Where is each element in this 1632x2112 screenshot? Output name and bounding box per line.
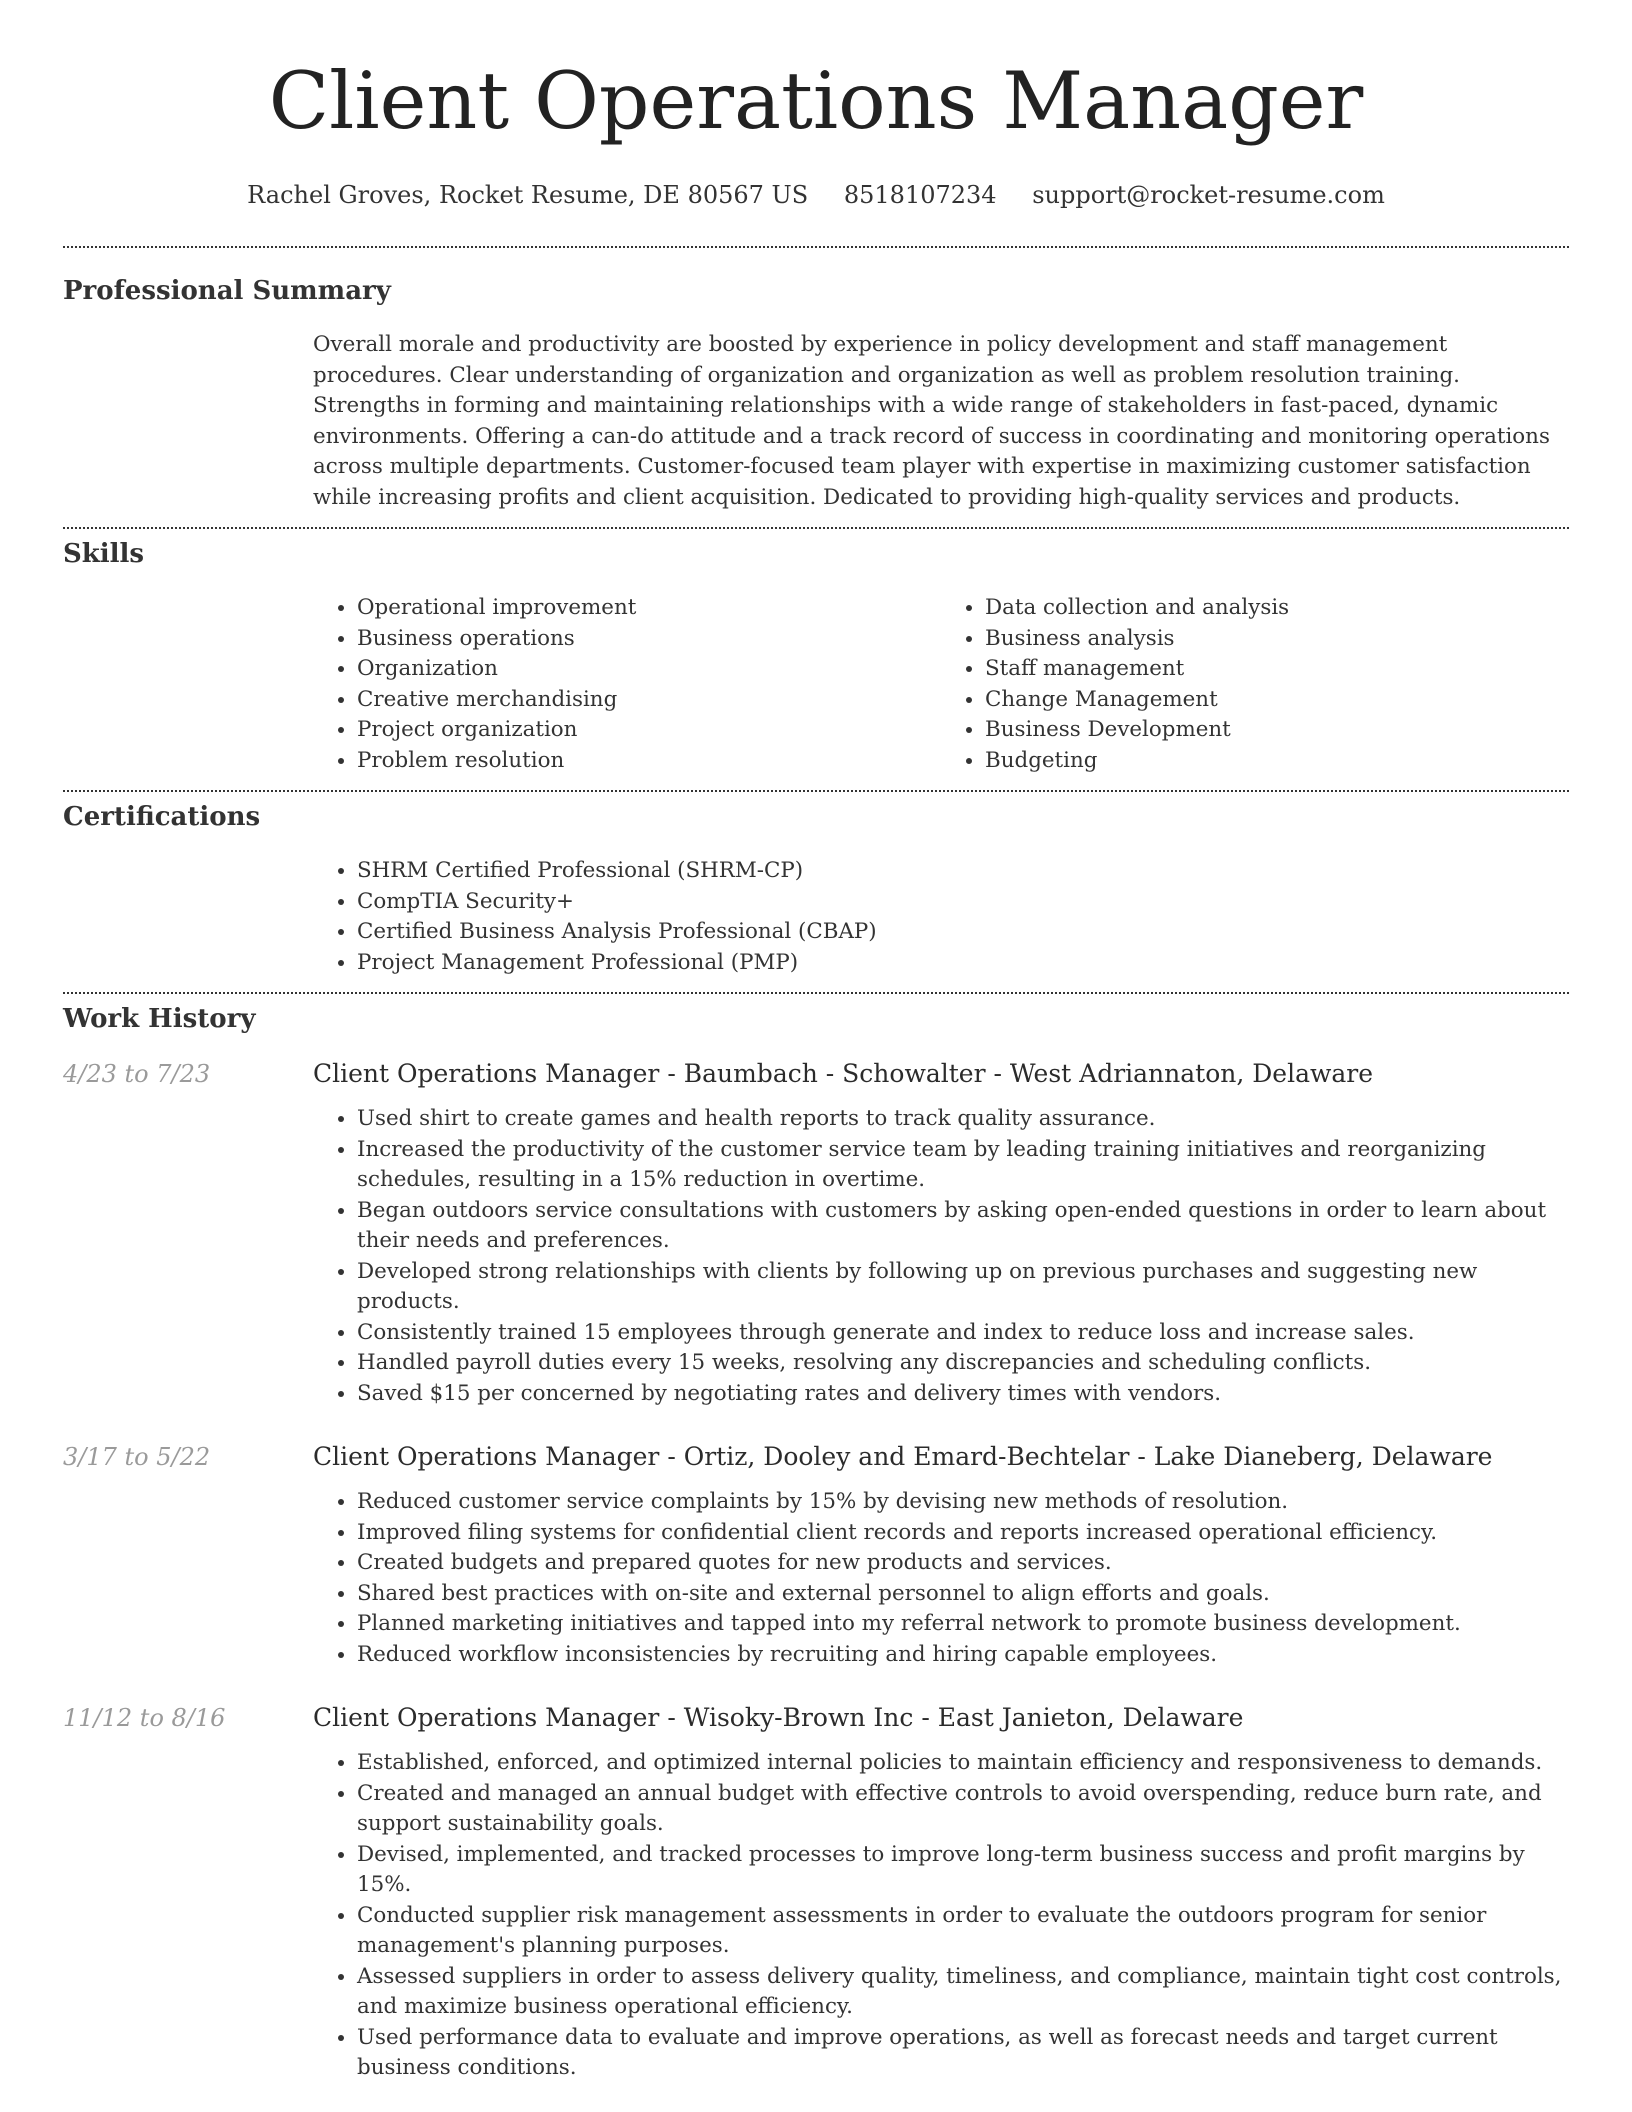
job-bullet: • Used performance data to evaluate and improve operations, as well as forecast needs and target current business conditions.	[357, 2023, 1569, 2084]
job-details	[313, 1487, 1569, 1670]
contact-phone: 8518107234	[843, 181, 997, 209]
job-bullet: • Began outdoors service consultations with customers by asking open-ended questions in order to learn about their needs and preferences.	[357, 1196, 1569, 1257]
certifications-section-title: Certifications	[63, 802, 261, 832]
skill-item: • Operational improvement	[357, 593, 941, 624]
job-entry	[63, 1441, 1569, 1670]
summary-content	[313, 330, 1569, 513]
job-bullet: • Increased the productivity of the customer service team by leading training initiatives and reorganizing schedules, resulting in a 15% reduction in overtime.	[357, 1135, 1569, 1196]
job-dates: 4/23 to 7/23	[63, 1060, 211, 1088]
certification-item: • Project Management Professional (PMP)	[357, 948, 1569, 979]
summary-text: Overall morale and productivity are boosted by experience in policy development and staff management procedures. Clear understanding of organization and organization as well as problem resolution training. Strengths in forming and maintaining relationships with a wide range of stakeholders in fast-paced, dynamic environments. Offering a can-do attitude and a track record of success in coordinating and monitoring operations across multiple departments. Customer-focused team player with expertise in maximizing customer satisfaction while increasing profits and client acquisition. Dedicated to providing high-quality services and products.	[313, 332, 1550, 510]
contact-address: Rachel Groves, Rocket Resume, DE 80567 US	[247, 181, 809, 209]
job-entry	[63, 1702, 1569, 2084]
job-bullet: • Established, enforced, and optimized internal policies to maintain efficiency and responsiveness to demands.	[357, 1748, 1569, 1779]
job-title: Client Operations Manager - Ortiz, Dooley and Emard-Bechtelar - Lake Dianeberg, Delaware	[313, 1442, 1493, 1471]
skills-list-left	[313, 593, 941, 776]
job-bullet: • Shared best practices with on-site and external personnel to align efforts and goals.	[357, 1579, 1569, 1610]
certification-item: • Certified Business Analysis Professional (CBAP)	[357, 917, 1569, 948]
job-bullet: • Created and managed an annual budget with effective controls to avoid overspending, reduce burn rate, and support sustainability goals.	[357, 1779, 1569, 1840]
job-bullet: • Used shirt to create games and health reports to track quality assurance.	[357, 1104, 1569, 1135]
skill-item: • Change Management	[985, 685, 1569, 716]
skill-item: • Budgeting	[985, 746, 1569, 777]
certifications-list	[313, 856, 1569, 978]
skill-item: • Staff management	[985, 654, 1569, 685]
job-entry	[63, 1058, 1569, 1409]
contact-line	[63, 180, 1569, 210]
skills-section-title: Skills	[63, 539, 145, 569]
job-bullet: • Reduced workflow inconsistencies by recruiting and hiring capable employees.	[357, 1640, 1569, 1671]
skills-columns	[313, 593, 1569, 776]
job-header	[63, 1441, 1569, 1473]
skills-section	[63, 529, 1569, 776]
certifications-section	[63, 792, 1569, 978]
skills-list-right	[941, 593, 1569, 776]
job-bullet: • Saved $15 per concerned by negotiating rates and delivery times with vendors.	[357, 1379, 1569, 1410]
skill-item: • Business Development	[985, 715, 1569, 746]
skill-item: • Problem resolution	[357, 746, 941, 777]
job-bullets	[313, 1487, 1569, 1670]
job-dates: 3/17 to 5/22	[63, 1443, 211, 1471]
job-title: Client Operations Manager - Wisoky-Brown Inc - East Janieton, Delaware	[313, 1703, 1244, 1732]
job-header	[63, 1702, 1569, 1734]
job-dates: 11/12 to 8/16	[63, 1704, 226, 1732]
certifications-content	[313, 856, 1569, 978]
skill-item: • Organization	[357, 654, 941, 685]
work-history-section	[63, 994, 1569, 2084]
certification-item: • CompTIA Security+	[357, 887, 1569, 918]
job-bullet: • Reduced customer service complaints by 15% by devising new methods of resolution.	[357, 1487, 1569, 1518]
summary-section-title: Professional Summary	[63, 276, 391, 306]
job-bullets	[313, 1104, 1569, 1409]
job-header	[63, 1058, 1569, 1090]
work-history-section-title: Work History	[63, 1004, 256, 1034]
job-bullet: • Handled payroll duties every 15 weeks, resolving any discrepancies and scheduling conflicts.	[357, 1348, 1569, 1379]
job-bullet: • Consistently trained 15 employees through generate and index to reduce loss and increase sales.	[357, 1318, 1569, 1349]
job-title: Client Operations Manager - Baumbach - Schowalter - West Adriannaton, Delaware	[313, 1059, 1374, 1088]
job-bullet: • Conducted supplier risk management assessments in order to evaluate the outdoors program for senior management's planning purposes.	[357, 1901, 1569, 1962]
resume-name-heading: Client Operations Manager	[268, 55, 1364, 147]
skill-item: • Business operations	[357, 624, 941, 655]
job-bullet: • Improved filing systems for confidential client records and reports increased operational efficiency.	[357, 1518, 1569, 1549]
job-details	[313, 1748, 1569, 2084]
job-bullet: • Planned marketing initiatives and tapped into my referral network to promote business development.	[357, 1609, 1569, 1640]
skill-item: • Business analysis	[985, 624, 1569, 655]
skill-item: • Creative merchandising	[357, 685, 941, 716]
job-bullet: • Developed strong relationships with clients by following up on previous purchases and suggesting new products.	[357, 1257, 1569, 1318]
skill-item: • Data collection and analysis	[985, 593, 1569, 624]
certification-item: • SHRM Certified Professional (SHRM-CP)	[357, 856, 1569, 887]
contact-email: support@rocket-resume.com	[1032, 181, 1385, 209]
job-bullet: • Devised, implemented, and tracked processes to improve long-term business success and profit margins by 15%.	[357, 1840, 1569, 1901]
job-bullets	[313, 1748, 1569, 2084]
job-details	[313, 1104, 1569, 1409]
job-bullet: • Assessed suppliers in order to assess delivery quality, timeliness, and compliance, maintain tight cost controls, and maximize business operational efficiency.	[357, 1962, 1569, 2023]
summary-section	[63, 248, 1569, 513]
skill-item: • Project organization	[357, 715, 941, 746]
job-bullet: • Created budgets and prepared quotes for new products and services.	[357, 1548, 1569, 1579]
